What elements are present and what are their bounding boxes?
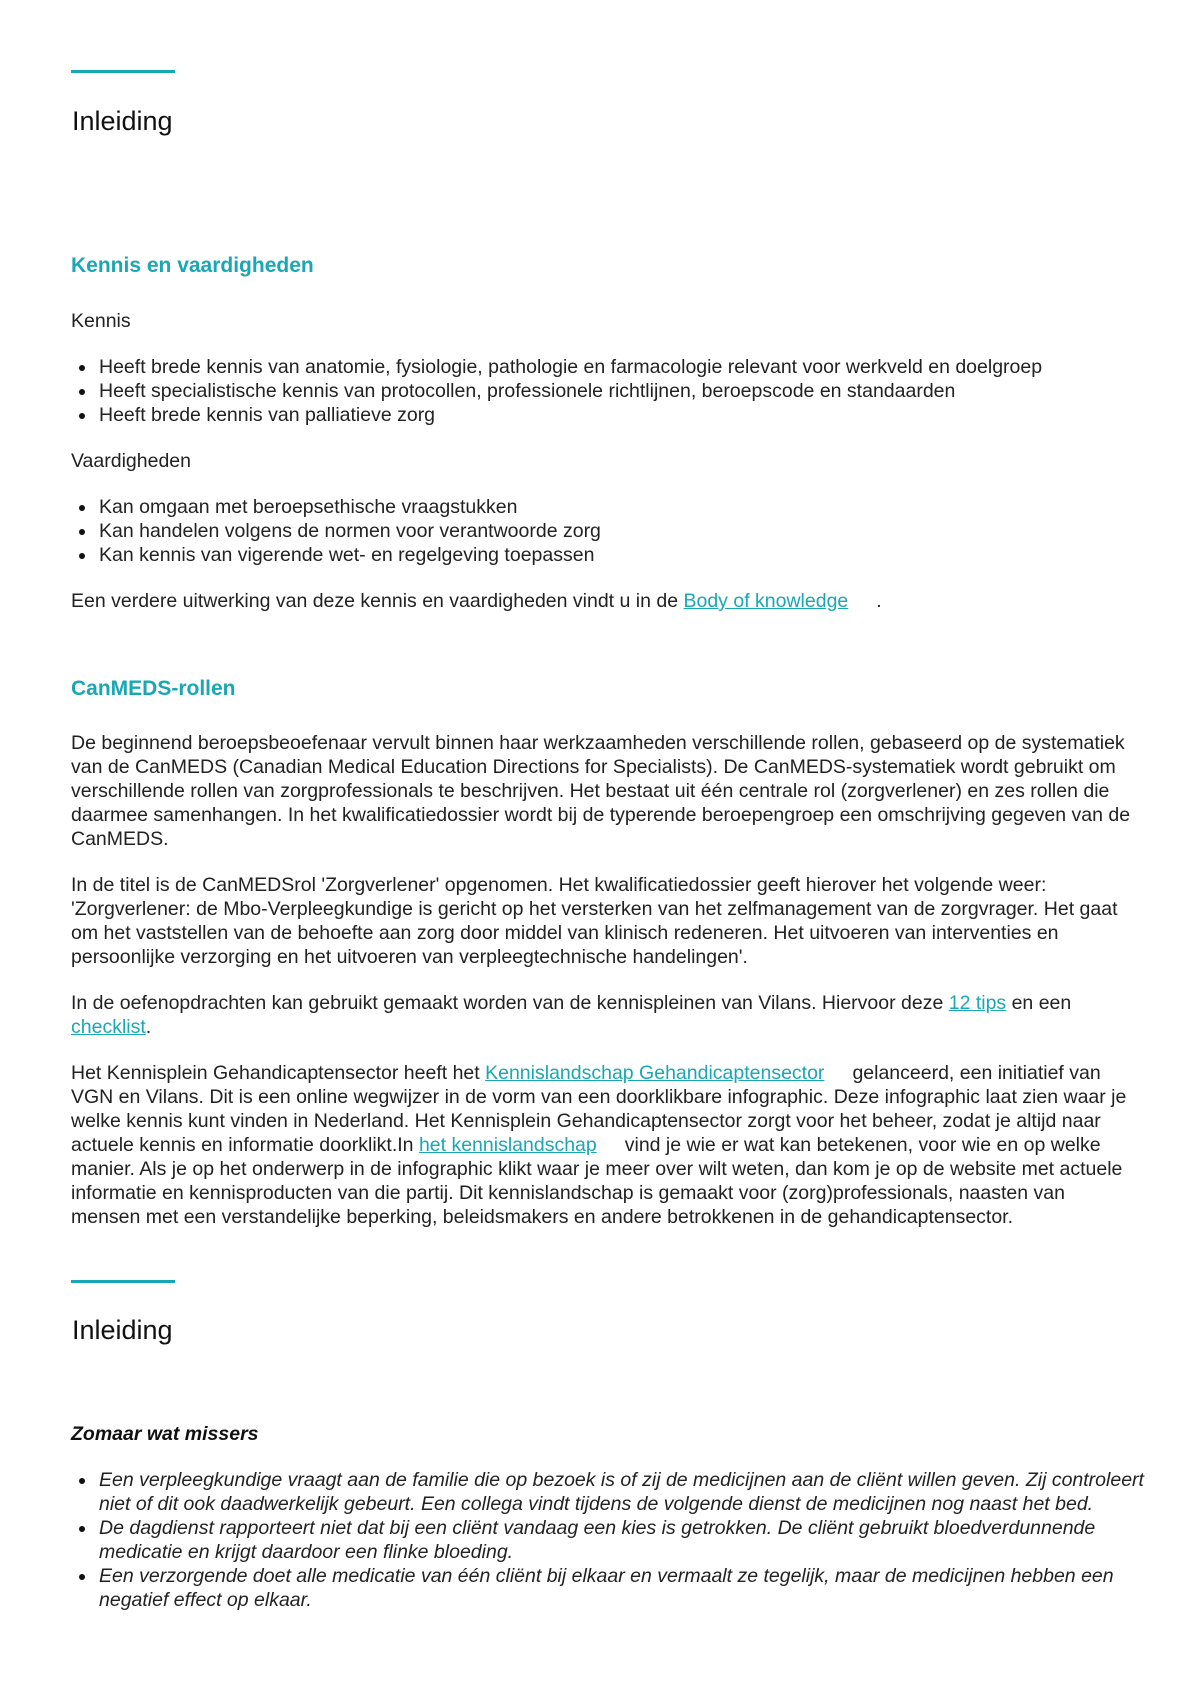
list-item: Heeft brede kennis van anatomie, fysiologie, pathologie en farmacologie relevant voor werkveld en doelgroep [99, 355, 1169, 379]
list-item: Heeft brede kennis van palliatieve zorg [99, 403, 1169, 427]
canmeds-body [71, 731, 1136, 1229]
paragraph-text: en een [1006, 992, 1072, 1014]
missers-list [71, 1468, 1169, 1612]
kennislandschap-link[interactable]: Kennislandschap Gehandicaptensector [485, 1062, 825, 1084]
canmeds-paragraph-3 [71, 991, 1136, 1039]
section-title: Inleiding [72, 1315, 173, 1345]
tips-link[interactable]: 12 tips [948, 992, 1007, 1014]
canmeds-paragraph-1: De beginnend beroepsbeoefenaar vervult binnen haar werkzaamheden verschillende rollen, gebaseerd op de systematiek van de CanMEDS (Canadian Medical Education Directions for Specialists). De CanMEDS-systematiek wordt gebruikt om verschillende rollen van zorgprofessionals te beschrijven. Het bestaat uit één centrale rol (zorgverlener) en zes rollen die daarmee samenhangen. In het kwalificatiedossier wordt bij de typerende beroepengroep een omschrijving gegeven van de CanMEDS. [71, 732, 1131, 850]
paragraph-text: gelanceerd, een initiatief van VGN en Vilans. Dit is een online wegwijzer in de vorm van een doorklikbare infographic. Deze infographic laat zien waar je welke kennis kunt vinden in Nederland. Het Kennisplein Gehandicaptensector zorgt voor het beheer, zodat je altijd naar actuele kennis en informatie doorklikt.In [71, 1062, 1127, 1156]
list-item: Kan kennis van vigerende wet- en regelgeving toepassen [99, 543, 1169, 567]
list-item: De dagdienst rapporteert niet dat bij een cliënt vandaag een kies is getrokken. De cliënt gebruikt bloedverdunnende medicatie en krijgt daardoor een flinke bloeding. [99, 1516, 1169, 1564]
body-of-knowledge-link[interactable]: Body of knowledge [683, 590, 849, 612]
paragraph-text: . [145, 1016, 152, 1038]
list-item: Kan omgaan met beroepsethische vraagstukken [99, 495, 1169, 519]
paragraph-text: vind je wie er wat kan betekenen, voor wie en op welke manier. Als je op het onderwerp in de infographic klikt waar je meer over wilt weten, dan kom je op de website met actuele informatie en kennisproducten van die partij. Dit kennislandschap is gemaakt voor (zorg)professionals, naasten van mensen met een verstandelijke beperking, beleidsmakers en andere betrokkenen in de gehandicaptensector. [71, 1134, 1123, 1228]
missers-heading: Zomaar wat missers [71, 1423, 259, 1445]
section-accent-bar [71, 70, 175, 73]
vaardigheden-label: Vaardigheden [71, 450, 191, 472]
list-item: Een verzorgende doet alle medicatie van één cliënt bij elkaar en vermaalt ze tegelijk, maar de medicijnen hebben een negatief effect op elkaar. [99, 1564, 1169, 1612]
further-info-paragraph [71, 589, 882, 613]
canmeds-paragraph-2: In de titel is de CanMEDSrol 'Zorgverlener' opgenomen. Het kwalificatiedossier geeft hierover het volgende weer: 'Zorgverlener: de Mbo-Verpleegkundige is gericht op het versterken van het zelfmanagement van de zorgvrager. Het gaat om het vaststellen van de behoefte aan zorg door middel van klinisch redeneren. Het uitvoeren van interventies en persoonlijke verzorging en het uitvoeren van verpleegtechnische handelingen'. [71, 874, 1118, 968]
section-accent-bar [71, 1280, 175, 1283]
paragraph-text: Het Kennisplein Gehandicaptensector heeft het [71, 1062, 486, 1084]
list-item: Kan handelen volgens de normen voor verantwoorde zorg [99, 519, 1169, 543]
list-item: Een verpleegkundige vraagt aan de familie die op bezoek is of zij de medicijnen aan de cliënt willen geven. Zij controleert niet of dit ook daadwerkelijk gebeurt. Een collega vindt tijdens de volgende dienst de medicijnen nog naast het bed. [99, 1468, 1169, 1516]
list-item: Heeft specialistische kennis van protocollen, professionele richtlijnen, beroepscode en standaarden [99, 379, 1169, 403]
knowledge-heading: Kennis en vaardigheden [71, 254, 314, 277]
section-title: Inleiding [72, 106, 173, 136]
vaardigheden-list [71, 495, 1169, 567]
kennis-label: Kennis [71, 310, 131, 332]
canmeds-paragraph-4 [71, 1061, 1136, 1229]
checklist-link[interactable]: checklist [71, 1016, 146, 1038]
kennis-list [71, 355, 1169, 427]
canmeds-heading: CanMEDS-rollen [71, 677, 236, 700]
further-text: Een verdere uitwerking van deze kennis en vaardigheden vindt u in de [71, 590, 684, 612]
paragraph-text: In de oefenopdrachten kan gebruikt gemaakt worden van de kennispleinen van Vilans. Hiervoor deze [71, 992, 949, 1014]
further-end: . [876, 590, 882, 612]
het-kennislandschap-link[interactable]: het kennislandschap [418, 1134, 597, 1156]
